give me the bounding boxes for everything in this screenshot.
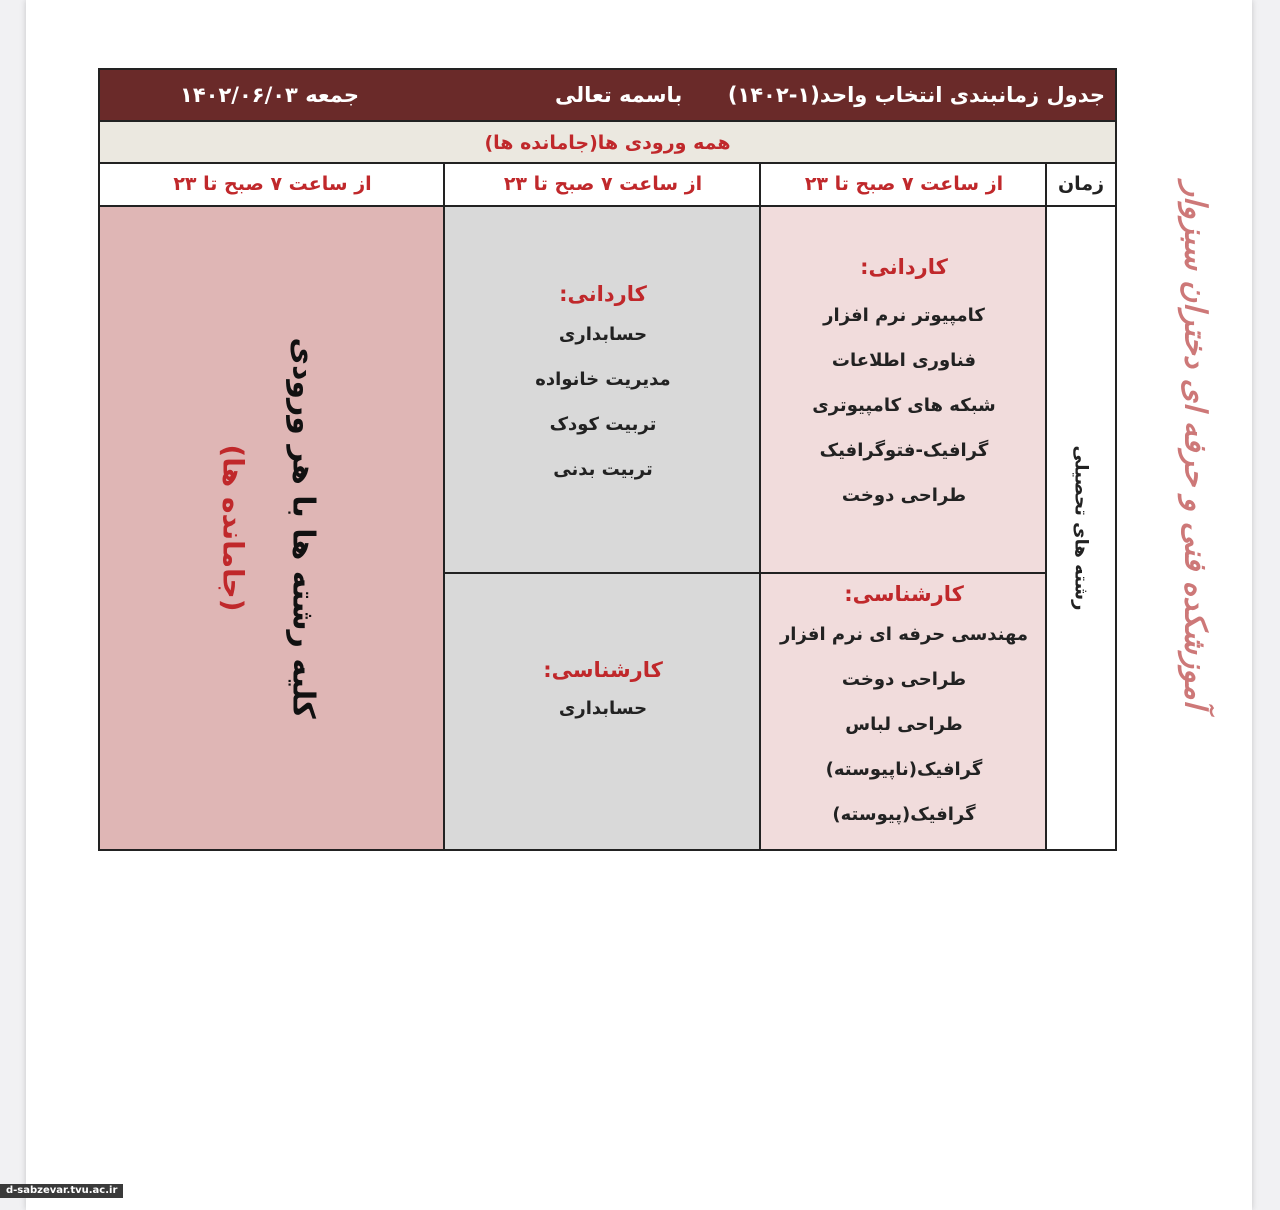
list-item: تربیت کودک <box>549 414 657 435</box>
time-col3: از ساعت ۷ صبح تا ۲۳ <box>173 173 372 195</box>
list-item: گرافیک-فتوگرافیک <box>819 440 989 461</box>
watermark-text: آموزشکده فنی و حرفه ای دختران سبزوار <box>1177 181 1213 709</box>
col3-line1: کلیه رشته ها با هر ورودی <box>285 337 320 719</box>
schedule-title: جدول زمانبندی انتخاب واحد(۱-۱۴۰۲) <box>727 83 1105 107</box>
subheader: همه ورودی ها(جامانده ها) <box>100 122 1115 164</box>
list-item: تربیت بدنی <box>553 459 653 480</box>
divider <box>445 572 1047 574</box>
col1-bottom <box>761 582 1047 837</box>
side-label-cell <box>1047 207 1115 849</box>
col1-top <box>761 255 1047 518</box>
list-item: حسابداری <box>558 698 648 719</box>
site-url: d-sabzevar.tvu.ac.ir <box>0 1184 123 1198</box>
col2-top-title: کاردانی: <box>559 282 647 306</box>
col3-cell <box>100 207 445 849</box>
col3-line2: (جامانده ها) <box>216 444 249 612</box>
col1-top-title: کاردانی: <box>860 255 948 279</box>
col1-bottom-title: کارشناسی: <box>844 582 964 606</box>
list-item: مهندسی حرفه ای نرم افزار <box>779 624 1029 645</box>
list-item: گرافیک(ناپیوسته) <box>825 759 983 780</box>
list-item: شبکه های کامپیوتری <box>812 395 996 416</box>
list-item: مدیریت خانواده <box>535 369 671 390</box>
time-col2: از ساعت ۷ صبح تا ۲۳ <box>503 173 703 195</box>
time-row <box>100 164 1115 207</box>
list-item: طراحی لباس <box>845 714 963 735</box>
schedule-table <box>98 68 1117 851</box>
list-item: فناوری اطلاعات <box>831 350 977 371</box>
header-date: جمعه ۱۴۰۲/۰۶/۰۳ <box>180 83 360 107</box>
col2-top <box>445 282 761 492</box>
side-label: رشته های تحصیلی <box>1070 445 1092 611</box>
list-item: طراحی دوخت <box>841 669 967 690</box>
list-item: طراحی دوخت <box>841 485 967 506</box>
col2-bottom <box>445 658 761 731</box>
time-label: زمان <box>1057 173 1105 195</box>
col2-bottom-title: کارشناسی: <box>543 658 663 682</box>
list-item: حسابداری <box>558 324 648 345</box>
list-item: کامپیوتر نرم افزار <box>823 305 985 326</box>
table-header <box>100 70 1115 122</box>
time-col1: از ساعت ۷ صبح تا ۲۳ <box>804 173 1004 195</box>
list-item: گرافیک(پیوسته) <box>832 804 976 825</box>
header-center-text: باسمه تعالی <box>555 83 683 107</box>
